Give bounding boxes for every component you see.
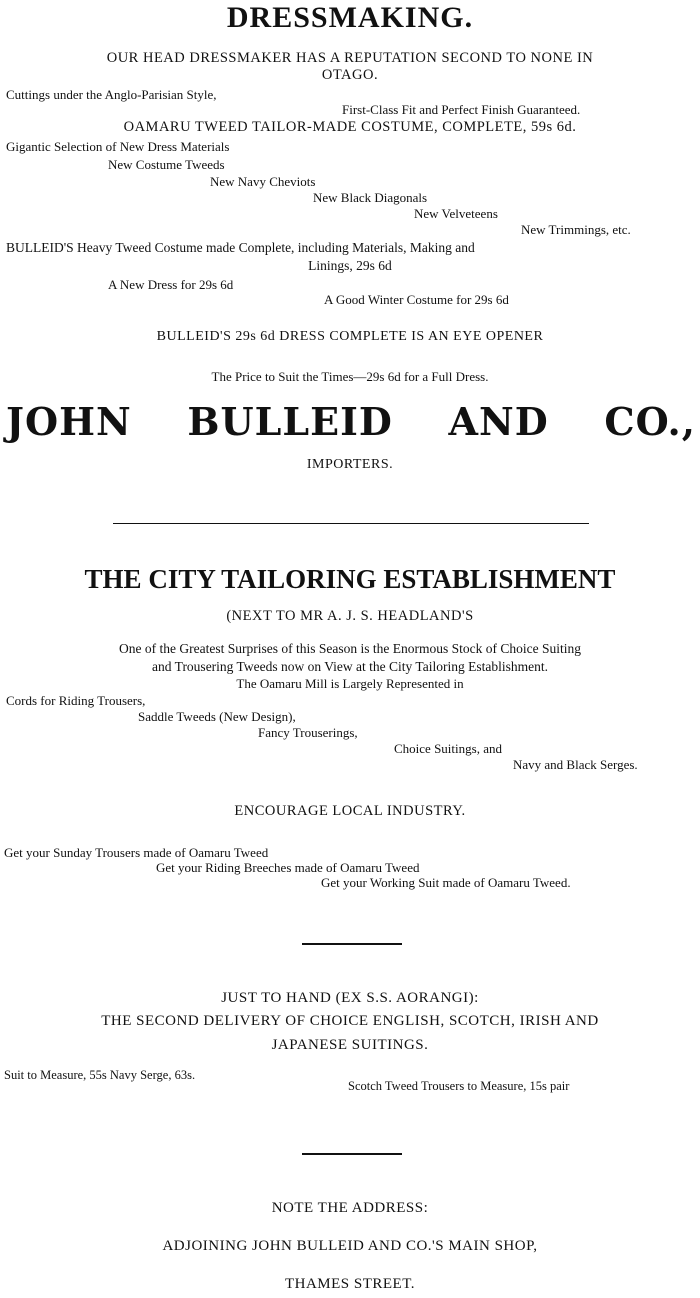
riding-breeches-line: Get your Riding Breeches made of Oamaru Tweed	[156, 860, 420, 875]
section-divider	[302, 943, 402, 945]
trousering-line: and Trousering Tweeds now on View at the City Tailoring Establishment.	[152, 659, 548, 674]
reputation-line: OUR HEAD DRESSMAKER HAS A REPUTATION SECOND TO NONE IN	[106, 50, 594, 66]
heavy-tweed-line: BULLEID'S Heavy Tweed Costume made Complete, including Materials, Making and	[6, 240, 475, 255]
tailoring-heading: THE CITY TAILORING ESTABLISHMENT	[84, 564, 616, 594]
suit-to-measure-line: Suit to Measure, 55s Navy Serge, 63s.	[4, 1068, 196, 1082]
dressmaking-heading: DRESSMAKING.	[226, 1, 474, 34]
surprises-line: One of the Greatest Surprises of this Season is the Enormous Stock of Choice Suiting	[119, 641, 581, 656]
cords-line: Cords for Riding Trousers,	[6, 693, 146, 708]
address-notice	[0, 1190, 700, 1298]
scotch-trousers-line: Scotch Tweed Trousers to Measure, 15s pair	[348, 1079, 570, 1093]
black-diagonals-line: New Black Diagonals	[313, 190, 428, 205]
section-divider	[302, 1153, 402, 1155]
firm-word-co: CO.,	[604, 398, 696, 444]
encourage-industry-line: ENCOURAGE LOCAL INDUSTRY.	[234, 803, 466, 819]
dressmaking-advertisement	[0, 0, 700, 470]
tweed-costume-line: OAMARU TWEED TAILOR-MADE COSTUME, COMPLETE, 59s 6d.	[123, 119, 577, 135]
arrival-notice	[0, 980, 700, 1110]
working-suit-line: Get your Working Suit made of Oamaru Tweed.	[321, 875, 571, 890]
navy-cheviots-line: New Navy Cheviots	[210, 174, 316, 189]
sunday-trousers-line: Get your Sunday Trousers made of Oamaru Tweed	[4, 845, 269, 860]
fancy-trouserings-line: Fancy Trouserings,	[258, 725, 358, 740]
firm-word-and: AND	[448, 398, 549, 444]
cuttings-line: Cuttings under the Anglo-Parisian Style,	[6, 87, 217, 102]
tailoring-subheading: (NEXT TO MR A. J. S. HEADLAND'S	[226, 608, 474, 624]
adjoining-line: ADJOINING JOHN BULLEID AND CO.'S MAIN SHOP,	[162, 1238, 538, 1254]
choice-suitings-line: Choice Suitings, and	[394, 741, 502, 756]
eye-opener-line: BULLEID'S 29s 6d DRESS COMPLETE IS AN EYE OPENER	[156, 329, 544, 344]
oamaru-mill-line: The Oamaru Mill is Largely Represented in	[236, 676, 464, 691]
firm-word-bulleid: BULLEID	[187, 398, 393, 444]
new-dress-line: A New Dress for 29s 6d	[108, 277, 234, 292]
trimmings-line: New Trimmings, etc.	[521, 222, 631, 237]
navy-serges-line: Navy and Black Serges.	[513, 757, 638, 772]
street-line: THAMES STREET.	[284, 1276, 416, 1292]
just-to-hand-line: JUST TO HAND (EX S.S. AORANGI):	[221, 990, 479, 1006]
section-divider	[113, 523, 589, 524]
costume-tweeds-line: New Costume Tweeds	[108, 157, 225, 172]
reputation-line-end: OTAGO.	[321, 67, 379, 83]
winter-costume-line: A Good Winter Costume for 29s 6d	[324, 292, 509, 307]
note-address-line: NOTE THE ADDRESS:	[271, 1200, 429, 1216]
first-class-fit-line: First-Class Fit and Perfect Finish Guaranteed.	[342, 102, 581, 117]
firm-name	[6, 398, 696, 444]
price-to-suit-line: The Price to Suit the Times—29s 6d for a Full Dress.	[211, 369, 489, 384]
second-delivery-line: THE SECOND DELIVERY OF CHOICE ENGLISH, SCOTCH, IRISH AND	[101, 1013, 599, 1029]
importers-label: IMPORTERS.	[306, 457, 394, 472]
velveteens-line: New Velveteens	[414, 206, 498, 221]
saddle-tweeds-line: Saddle Tweeds (New Design),	[138, 709, 296, 724]
firm-word-john: JOHN	[6, 398, 132, 444]
japanese-suitings-line: JAPANESE SUITINGS.	[271, 1037, 429, 1053]
heavy-tweed-line-end: Linings, 29s 6d	[308, 258, 392, 273]
tailoring-advertisement	[0, 540, 700, 900]
selection-line: Gigantic Selection of New Dress Materials	[6, 139, 230, 154]
